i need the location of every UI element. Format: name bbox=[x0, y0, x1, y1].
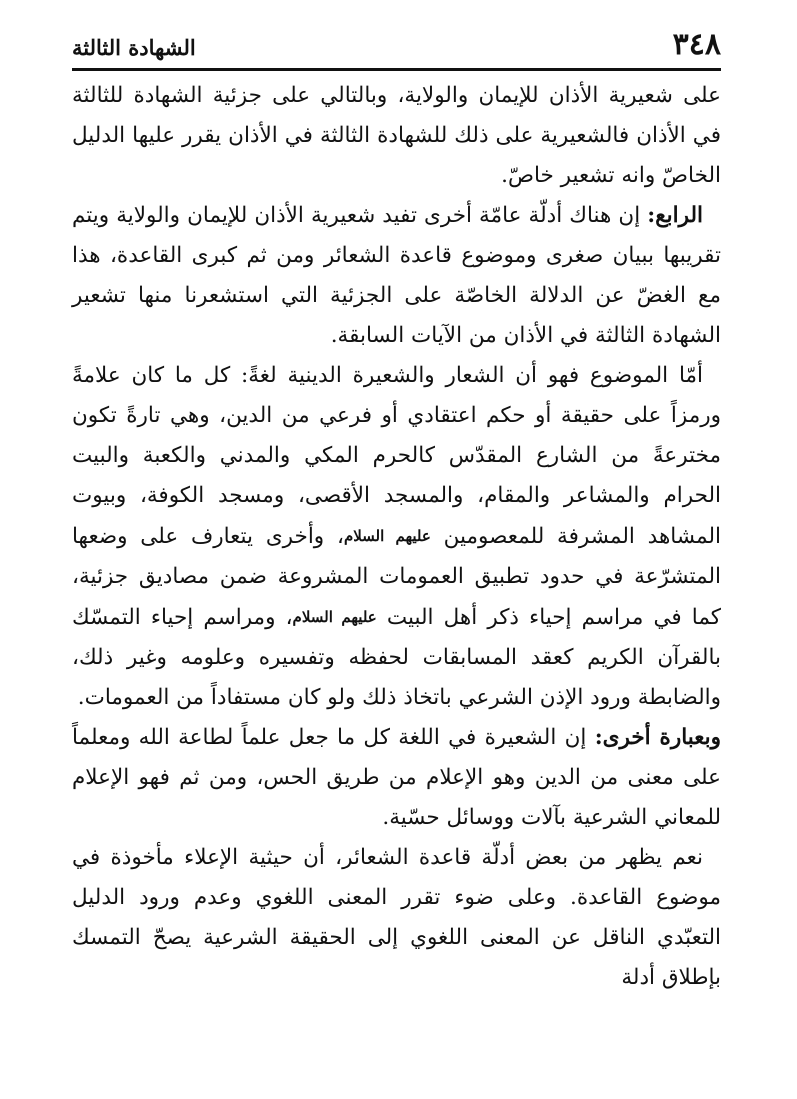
paragraph-text: على شعيرية الأذان للإيمان والولاية، وبالتالي على جزئية الشهادة للثالثة في الأذان فالشعيرية على ذلك للشهادة الثالثة في الأذان يقرر عليها الدليل الخاصّ وانه تشعير خاصّ. bbox=[72, 83, 721, 188]
paragraph-2 bbox=[72, 196, 721, 356]
page-header bbox=[72, 28, 721, 66]
honorific-glyph: عليهم السلام bbox=[343, 527, 431, 545]
paragraph-4 bbox=[72, 718, 721, 838]
paragraph-1 bbox=[72, 76, 721, 196]
running-title: الشهادة الثالثة bbox=[72, 35, 196, 60]
honorific-glyph: عليهم السلام bbox=[292, 608, 377, 626]
paragraph-text: إن هناك أدلّة عامّة أخرى تفيد شعيرية الأذان للإيمان والولاية ويتم تقريبها ببيان صغرى وموضوع قاعدة الشعائر ومن ثم كبرى القاعدة، هذا مع الغضّ عن الدلالة الخاصّة على الجزئية التي استشعرنا منها تشعير الشهادة الثالثة في الأذان من الآيات السابقة. bbox=[72, 203, 721, 348]
paragraph-text: نعم يظهر من بعض أدلّة قاعدة الشعائر، أن حيثية الإعلاء مأخوذة في موضوع القاعدة. وعلى ضوء تقرر المعنى اللغوي وعدم ورود الدليل التعبّدي الناقل عن المعنى اللغوي إلى الحقيقة الشرعية يصحّ التمسك بإطلاق أدلة bbox=[72, 845, 721, 990]
paragraph-text: ، وأخرى يتعارف على وضعها المتشرّعة في حدود تطبيق العمومات المشروعة ضمن مصاديق جزئية، كما في مراسم إحياء ذكر أهل البيت bbox=[72, 524, 721, 630]
paragraph-5 bbox=[72, 838, 721, 998]
lead-term: الرابع: bbox=[647, 203, 703, 228]
paragraph-text: ، ومراسم إحياء التمسّك بالقرآن الكريم كعقد المسابقات لحفظه وتفسيره وعلومه وغير ذلك، والضابطة ورود الإذن الشرعي باتخاذ ذلك ولو كان مستفاداً من العمومات. bbox=[72, 605, 721, 710]
paragraph-text: إن الشعيرة في اللغة كل ما جعل علماً لطاعة الله ومعلماً على معنى من الدين وهو الإعلام من طريق الحس، ومن ثم فهو الإعلام للمعاني الشرعية بآلات ووسائل حسّية. bbox=[72, 725, 721, 830]
lead-term: وبعبارة أخرى: bbox=[594, 725, 721, 750]
header-rule bbox=[72, 68, 721, 71]
paragraph-3 bbox=[72, 356, 721, 718]
paragraph-text: أمّا الموضوع فهو أن الشعار والشعيرة الدينية لغةً: كل ما كان علامةً ورمزاً على حقيقة أو حكم اعتقادي أو فرعي من الدين، وهي تارةً تكون مخترعةً من الشارع المقدّس كالحرم المكي والمدني والكعبة والبيت الحرام والمشاعر والمقام، والمسجد الأقصى، ومسجد الكوفة، وبيوت المشاهد المشرفة للمعصومين bbox=[72, 363, 721, 549]
body-text bbox=[72, 76, 721, 998]
page-number: ٣٤٨ bbox=[672, 27, 721, 62]
